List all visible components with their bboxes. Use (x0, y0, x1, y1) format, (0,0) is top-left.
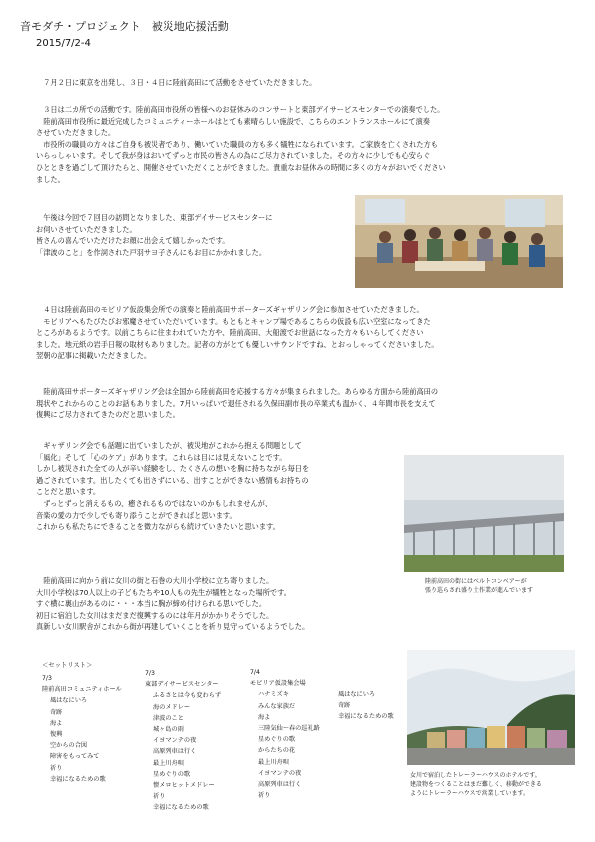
setlist-title: ＜セットリスト＞ (42, 662, 93, 669)
setlist-song: 幸福になるための歌 (50, 775, 106, 783)
paragraph-fuka-kokoro: ギャザリング会でも話題に出ていましたが、被災地がこれから抱える問題として 「風化」そして「心のケア」があります。これらは目には見えないことです。 しかし被災された全ての人が辛い経験をし、たくさんの想いを胸に持ちながら毎日を 過ごされています。出したくても出さずにいる、出すことができない感情もお持ちの ことだと思います。 ずっとずっと消えるもの、癒されるものではないのかもしれませんが、 音楽の愛の力で少しでも寄り添うことができればと思います。 これからも私たちにできることを微力ながらも続けていきたいと思います。 (36, 441, 310, 532)
belt-conveyor-photo (404, 455, 564, 572)
trailer-house-photo (407, 650, 575, 765)
setlist-venue: 東部デイサービスセンター (145, 681, 219, 689)
paragraph-day-service: 午後は今回で７回目の訪問となりました、東部デイサービスセンターに お伺いさせていただきました。 皆さんの喜んでいただけたお顔に出会えて嬉しかったです。 「津波のこと」を作詞された戸羽サヨ子さんにもお目にかかれました。 (36, 213, 273, 257)
setlist-song: ふるさとは今も変わらず (153, 692, 222, 700)
day-service-group-photo (355, 195, 563, 288)
setlist-column-day-service (145, 668, 221, 814)
setlist-song: 祈り (153, 793, 166, 801)
paragraph-gathering: 陸前高田サポーターズギャザリング会は全国から陸前高田を応援する方々が集まられました。あらゆる方面から陸前高田の 現状やこれからのことのお話もありました。7月いっぱいで退任される久保田副市長の卒業式も温かく、４年間市長を支えて 復興にご尽力されてきたのだと思いました。 (36, 387, 439, 420)
setlist-song: 星めぐりの歌 (258, 736, 296, 744)
setlist-song: 障害をもってみて (50, 753, 100, 761)
setlist-venue: モビリア仮設集会場 (250, 680, 306, 688)
setlist-song: 奇跡 (50, 708, 63, 716)
setlist-song: 祈り (258, 792, 271, 800)
setlist-song: みんな家族だ (258, 702, 296, 710)
activity-date: 2015/7/2-4 (36, 38, 91, 49)
setlist-song: 奇跡 (338, 702, 351, 710)
setlist-song: 三陸気仙〜春の巡礼路 (258, 725, 320, 733)
paragraph-onagawa: 陸前高田に向かう前に女川の街と石巻の大川小学校に立ち寄りました。 大川小学校は70人以上の子どもたちや10人もの先生が犠牲となった場所です。 すぐ横に裏山があるのに・・・本当に胸が締め付けられる思いでした。 初日に宿泊した女川はまだまだ復興するのには年月がかかりそうでした。 真新しい女川駅舎がこれから街が再建していくことを祈り見守っているようでした。 (36, 576, 310, 632)
trailer-caption: 女川で宿泊したトレーラーハウスのホテルです。 建設物をつくることはまだ難しく、移動ができる ようにトレーラーハウスで営業しています。 (410, 772, 542, 797)
setlist-column-mobilia-continued (330, 689, 394, 723)
setlist-date: 7/3 (145, 670, 155, 677)
setlist-song: イヨマンテの夜 (258, 769, 302, 777)
setlist-song: 風はなにいろ (338, 691, 376, 698)
setlist-song: 祈り (50, 764, 63, 772)
setlist-song: 懐メロヒットメドレー (153, 782, 215, 790)
setlist-song: ハナミズキ (258, 691, 289, 699)
setlist-column-mobilia (250, 667, 320, 801)
setlist-song: 復興 (50, 731, 63, 739)
setlist-song: 最上川舟唄 (258, 758, 289, 766)
paragraph-departure: ７月２日に東京を出発し、３日・４日に陸前高田にて活動をさせていただきました。 (36, 78, 317, 87)
setlist-song: 高原列車は行く (258, 781, 302, 789)
setlist-column-community-hall (42, 673, 122, 785)
setlist-song: 星めぐりの歌 (153, 770, 191, 778)
setlist-song: 幸福になるための歌 (338, 713, 394, 721)
setlist-date: 7/3 (42, 675, 52, 682)
setlist-date: 7/4 (250, 669, 260, 676)
setlist-song: 空からの合図 (50, 742, 88, 750)
setlist-song: 海よ (258, 713, 271, 721)
setlist-song: 城ヶ島の雨 (153, 726, 184, 734)
setlist-song: 最上川舟唄 (153, 759, 184, 767)
setlist-song: 幸福になるための歌 (153, 804, 209, 812)
setlist-song: 津波のこと (153, 714, 184, 722)
setlist-song: からたちの花 (258, 747, 296, 755)
setlist-song: 高原列車は行く (153, 748, 197, 756)
paragraph-day4: ４日は陸前高田のモビリア仮設集会所での演奏と陸前高田サポーターズギャザリング会に参加させていただきました。 モビリアへもたびたびお邪魔させていただいています。もともとキャンプ場であるこちらの仮設も広い空室になってきた ところがあるようです。以前こちらに住まわれていた方や、陸前高田、大船渡でお世話になった方々もいらしてください ました。地元紙の岩手日報の取材もありました。記者の方がとても優しいサウンドですね、とおっしゃってくださいました。 翌朝の記事に掲載いただきました。 (36, 305, 439, 361)
setlist-song: 海よ (50, 719, 63, 727)
paragraph-day3: ３日は二カ所での活動です。陸前高田市役所の皆様へのお昼休みのコンサートと東部デイサービスセンターでの演奏でした。 陸前高田市役所に最近完成したコミュニティーホールはとても素晴らしい施設で、こちらのエントランスホールにて演奏 させていただきました。 市役所の職員の方々はご自身も被災者であり、働いていた職員の方も多く犠牲になられています。ご家族を亡くされた方も いらっしゃいます。そして我が身はおいてずっと市民の皆さんの為にご尽力されていました。その方々に少しでも心安らぐ ひとときを過ごして頂けたらと、開催させていただくことができました。貴重なお昼休みの時間に多くの方々がおいでください ました。 (36, 105, 446, 184)
conveyor-caption: 陸前高田の街にはベルトコンベアーが 張り巡らされ盛り土作業が進んでいます (425, 578, 534, 594)
setlist-song: 海のメドレー (153, 703, 191, 711)
setlist-song: イヨマンテの夜 (153, 737, 197, 745)
setlist-venue: 陸前高田コミュニティホール (42, 686, 122, 694)
page-title: 音モダチ・プロジェクト 被災地応援活動 (20, 20, 229, 33)
setlist-song: 風はなにいろ (50, 697, 88, 705)
